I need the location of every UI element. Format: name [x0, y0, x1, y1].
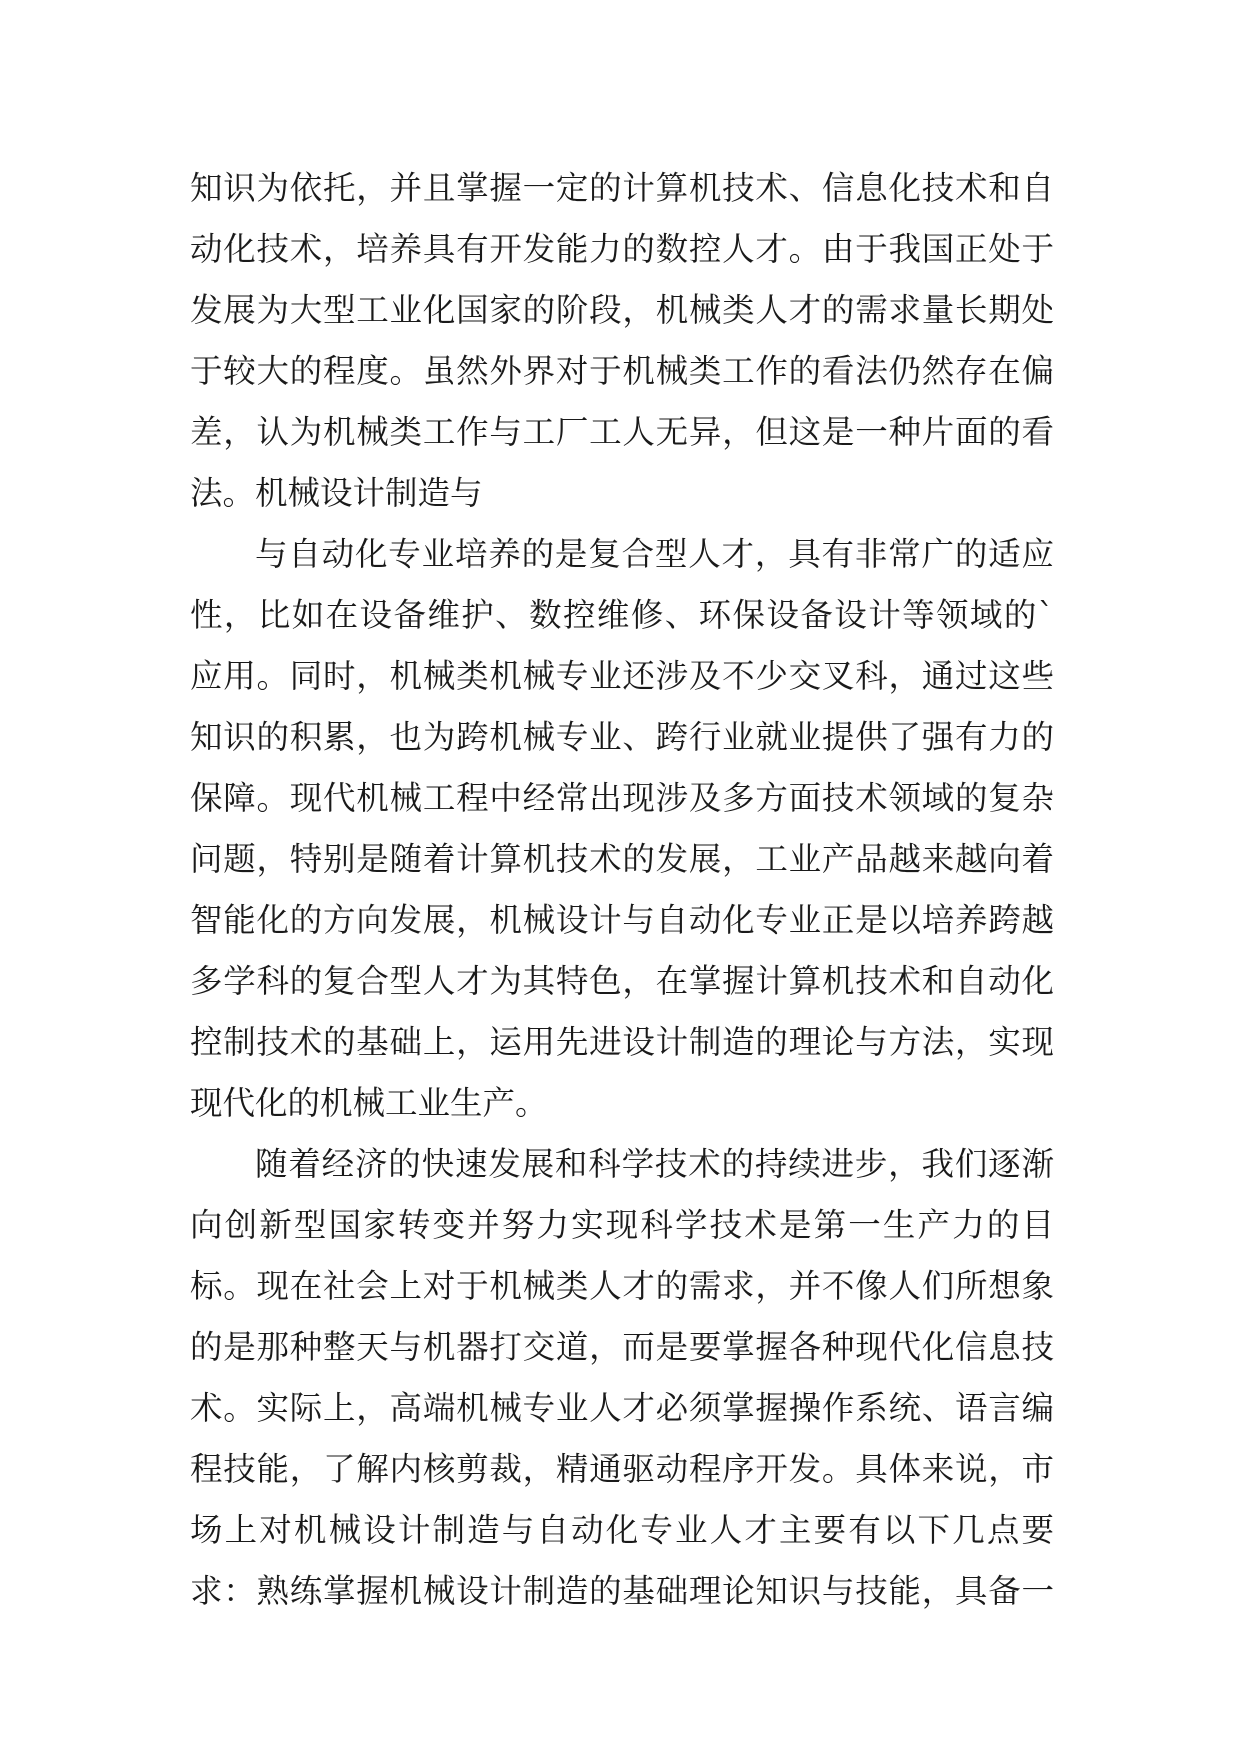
text-line: 多学科的复合型人才为其特色，在掌握计算机技术和自动化 — [190, 962, 1055, 1000]
paragraph-2 — [190, 524, 1054, 1134]
text-line: 向创新型国家转变并努力实现科学技术是第一生产力的目 — [190, 1206, 1057, 1244]
text-line: 标。现在社会上对于机械类人才的需求，并不像人们所想象 — [190, 1267, 1055, 1305]
text-line: 与自动化专业培养的是复合型人才，具有非常广的适应 — [255, 535, 1055, 573]
text-line: 智能化的方向发展，机械设计与自动化专业正是以培养跨越 — [190, 901, 1055, 939]
paragraph-3 — [190, 1134, 1057, 1622]
text-line: 的是那种整天与机器打交道，而是要掌握各种现代化信息技 — [190, 1328, 1055, 1366]
text-line: 发展为大型工业化国家的阶段，机械类人才的需求量长期处 — [190, 291, 1055, 329]
text-line: 性，比如在设备维护、数控维修、环保设备设计等领域的` — [190, 596, 1056, 634]
body-text — [190, 158, 1057, 1622]
text-line: 于较大的程度。虽然外界对于机械类工作的看法仍然存在偏 — [190, 352, 1055, 390]
text-line: 程技能，了解内核剪裁，精通驱动程序开发。具体来说，市 — [190, 1450, 1055, 1488]
text-line: 问题，特别是随着计算机技术的发展，工业产品越来越向着 — [190, 840, 1055, 878]
text-line: 控制技术的基础上，运用先进设计制造的理论与方法，实现 — [190, 1023, 1055, 1061]
text-line: 应用。同时，机械类机械专业还涉及不少交叉科，通过这些 — [190, 657, 1055, 695]
text-line: 知识为依托，并且掌握一定的计算机技术、信息化技术和自 — [190, 169, 1055, 207]
text-line: 知识的积累，也为跨机械专业、跨行业就业提供了强有力的 — [190, 718, 1055, 756]
paragraph-1 — [190, 158, 1054, 524]
text-line: 术。实际上，高端机械专业人才必须掌握操作系统、语言编 — [190, 1389, 1055, 1427]
text-line: 现代化的机械工业生产。 — [190, 1084, 548, 1122]
text-line: 动化技术，培养具有开发能力的数控人才。由于我国正处于 — [190, 230, 1055, 268]
text-line: 保障。现代机械工程中经常出现涉及多方面技术领域的复杂 — [190, 779, 1055, 817]
text-line: 差，认为机械类工作与工厂工人无异，但这是一种片面的看 — [190, 413, 1055, 451]
text-line: 随着经济的快速发展和科学技术的持续进步，我们逐渐 — [255, 1145, 1055, 1183]
text-line: 法。机械设计制造与 — [190, 474, 483, 512]
text-line: 场上对机械设计制造与自动化专业人才主要有以下几点要 — [190, 1511, 1057, 1549]
text-line: 求：熟练掌握机械设计制造的基础理论知识与技能，具备一 — [190, 1572, 1055, 1610]
